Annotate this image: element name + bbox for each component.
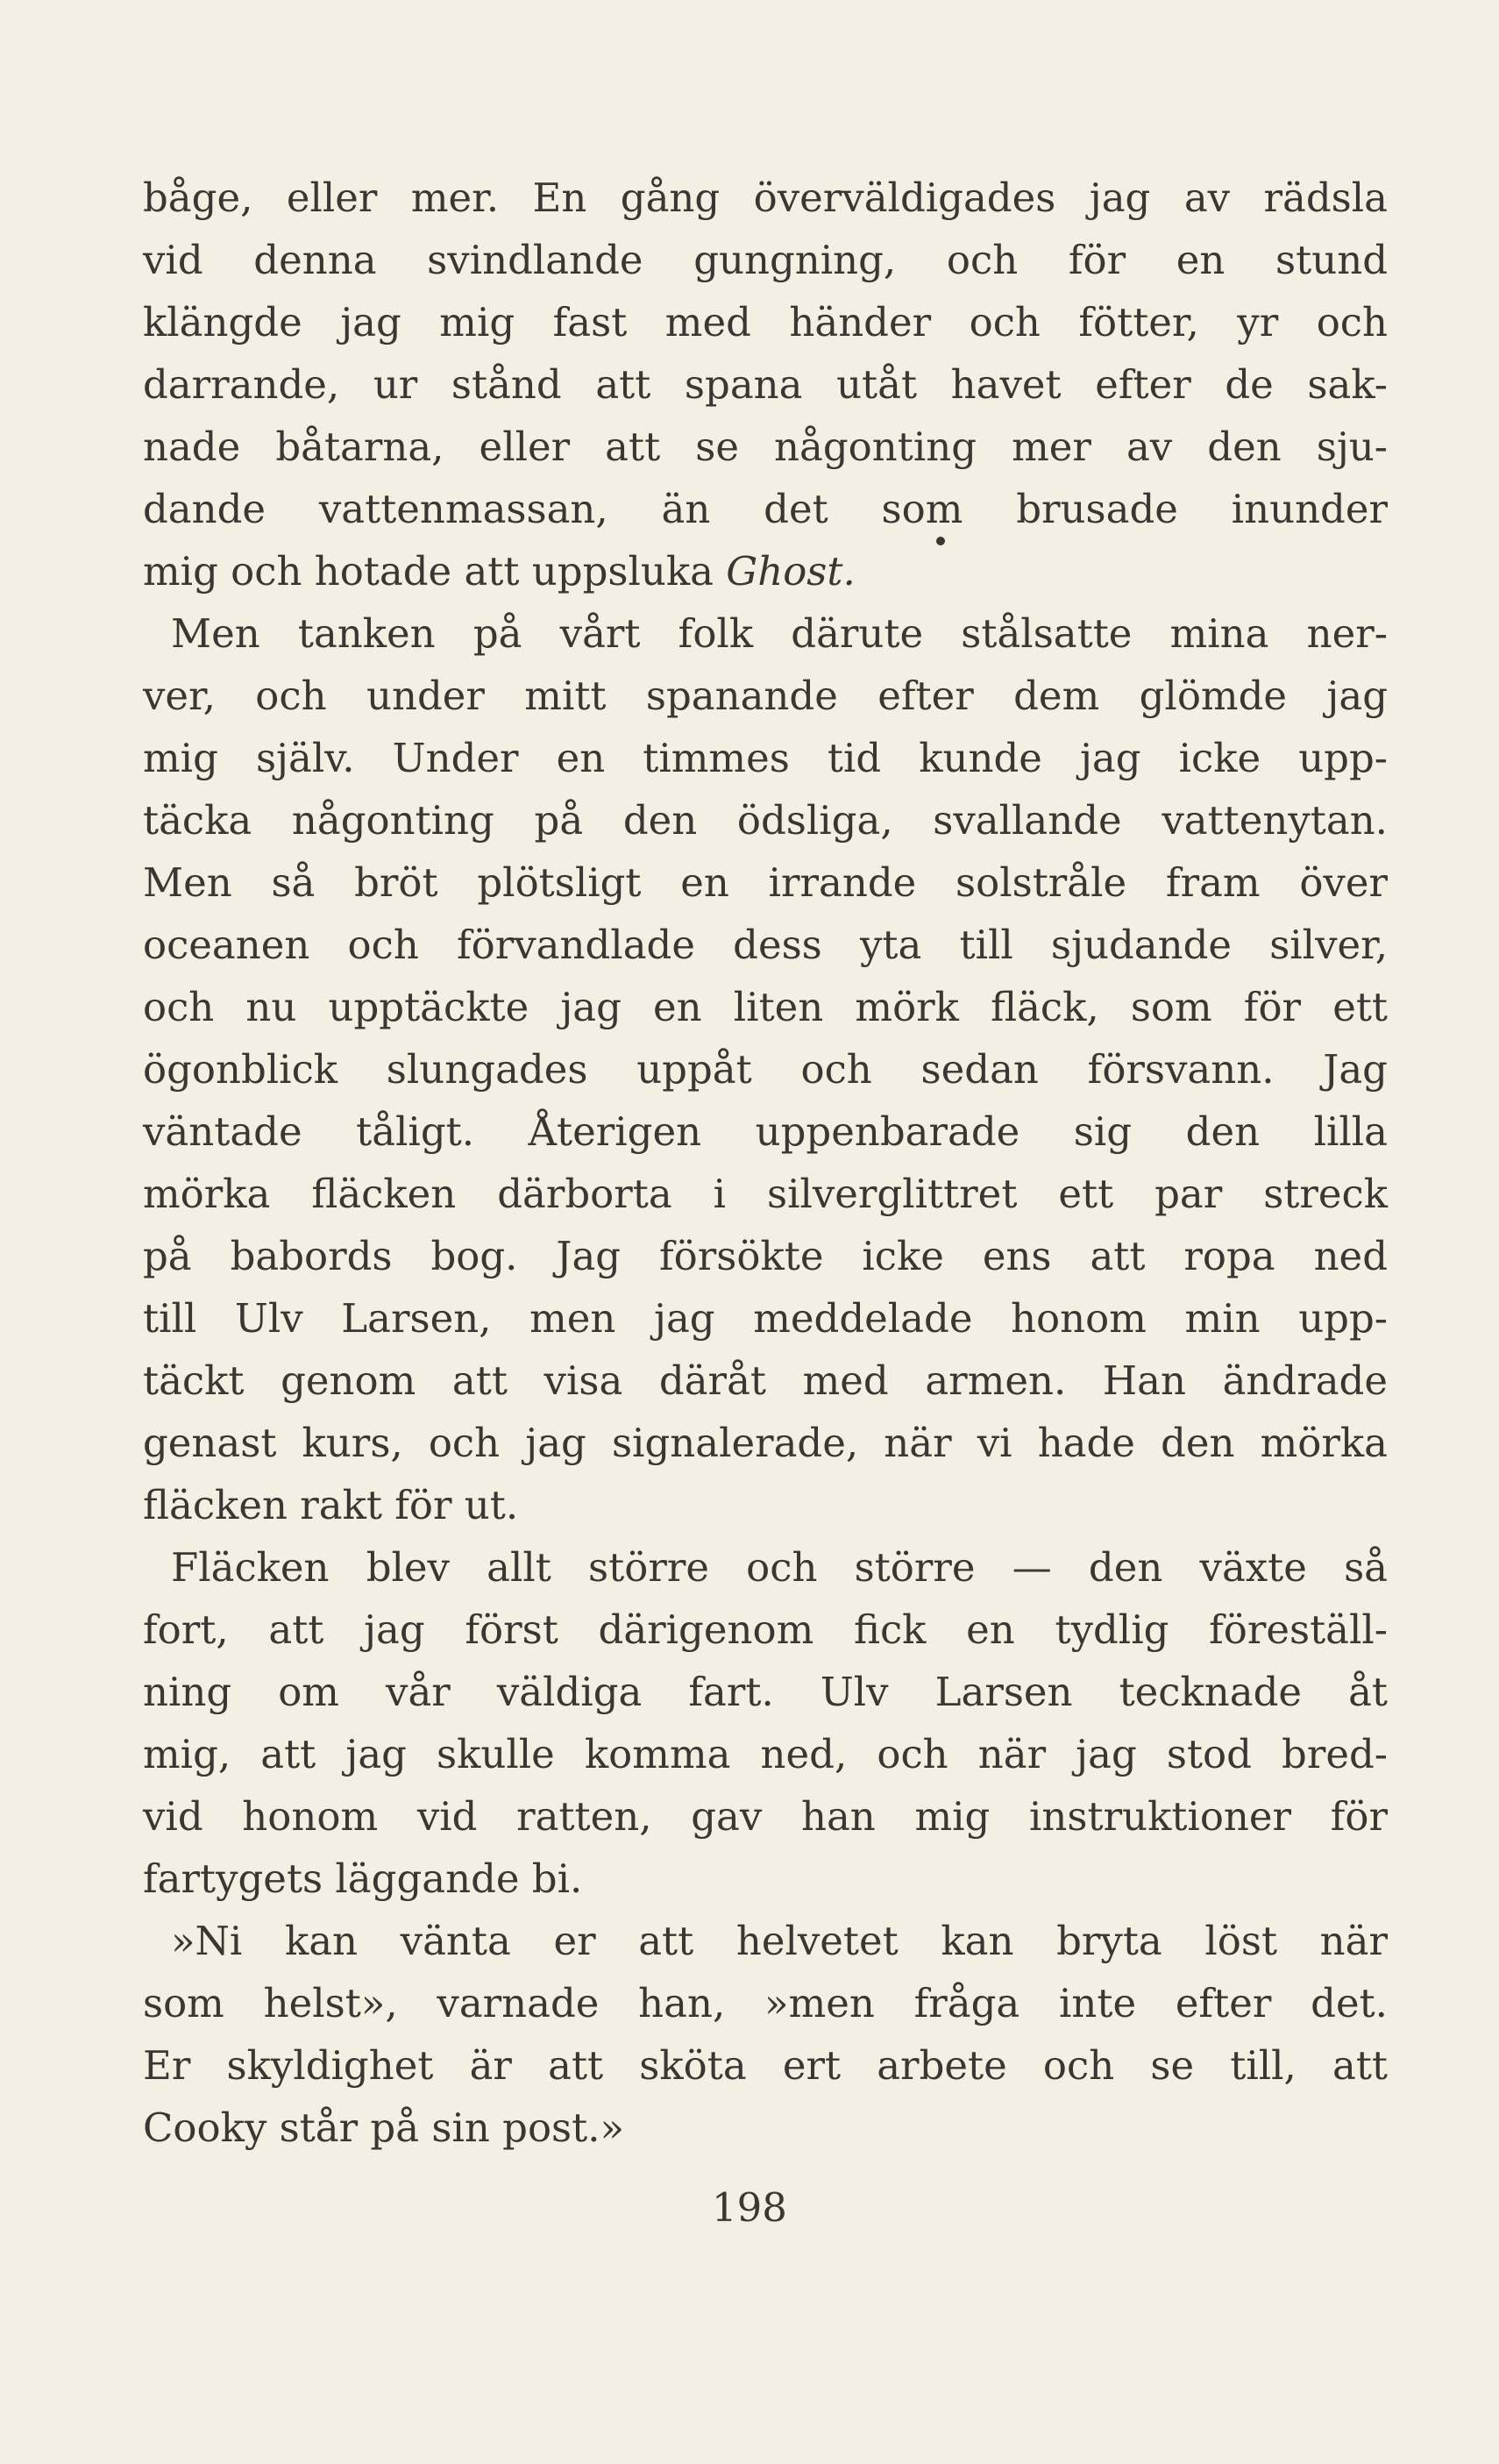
text-line: till Ulv Larsen, men jag meddelade honom min upp-: [143, 1295, 1388, 1342]
text-line: ögonblick slungades uppåt och sedan försvann. Jag: [143, 1046, 1388, 1093]
text-line: ning om vår väldiga fart. Ulv Larsen tecknade åt: [143, 1669, 1388, 1715]
text-line: ver, och under mitt spanande efter dem glömde jag: [143, 673, 1388, 719]
text-line: vid honom vid ratten, gav han mig instruktioner för: [143, 1793, 1388, 1840]
text-line: täckt genom att visa däråt med armen. Han ändrade: [143, 1357, 1388, 1404]
text-line: och nu upptäckte jag en liten mörk fläck, som för ett: [143, 984, 1388, 1030]
text-line: genast kurs, och jag signalerade, när vi hade den mörka: [143, 1420, 1388, 1466]
page-number: 198: [712, 2184, 787, 2231]
text-line: Er skyldighet är att sköta ert arbete och se till, att: [143, 2042, 1388, 2089]
paragraph-start-line: Men tanken på vårt folk därute stålsatte mina ner-: [171, 610, 1388, 657]
text-line: fort, att jag först därigenom fick en tydlig föreställ-: [143, 1606, 1388, 1653]
text-line: klängde jag mig fast med händer och fötter, yr och: [143, 299, 1388, 345]
text-line: på babords bog. Jag försökte icke ens att ropa ned: [143, 1233, 1388, 1279]
text-line: nade båtarna, eller att se någonting mer av den sju-: [143, 424, 1388, 470]
paragraph-end-line: fartygets läggande bi.: [143, 1855, 583, 1902]
text-line-with-italic: [143, 545, 1388, 598]
text-line: täcka någonting på den ödsliga, svallande vattenytan.: [143, 797, 1388, 844]
text-line: darrande, ur stånd att spana utåt havet efter de sak-: [143, 361, 1388, 408]
text-line: dande vattenmassan, än det som brusade inunder: [143, 486, 1388, 532]
text-line: som helst», varnade han, »men fråga inte efter det.: [143, 1980, 1388, 2026]
paragraph-start-line: Fläcken blev allt större och större — den växte så: [171, 1544, 1388, 1591]
paragraph-end-line: fläcken rakt för ut.: [143, 1482, 519, 1528]
text-line: oceanen och förvandlade dess yta till sjudande silver,: [143, 922, 1388, 968]
paragraph-end-line: Cooky står på sin post.»: [143, 2104, 625, 2151]
ink-speck: [936, 537, 945, 545]
text-line: mig själv. Under en timmes tid kunde jag icke upp-: [143, 735, 1388, 781]
text-line: båge, eller mer. En gång överväldigades jag av rädsla: [143, 174, 1388, 221]
paragraph-start-line: »Ni kan vänta er att helvetet kan bryta löst när: [171, 1918, 1388, 1964]
text-line: Men så bröt plötsligt en irrande solstråle fram över: [143, 859, 1388, 906]
text-line: mörka fläcken därborta i silverglittret ett par streck: [143, 1171, 1388, 1217]
text-line: mig, att jag skulle komma ned, och när jag stod bred-: [143, 1731, 1388, 1777]
text-segment: mig och hotade att uppsluka: [143, 548, 714, 595]
text-line: vid denna svindlande gungning, och för en stund: [143, 237, 1388, 283]
text-line: väntade tåligt. Återigen uppenbarade sig den lilla: [143, 1108, 1388, 1155]
italic-ship-name: Ghost.: [726, 548, 856, 595]
